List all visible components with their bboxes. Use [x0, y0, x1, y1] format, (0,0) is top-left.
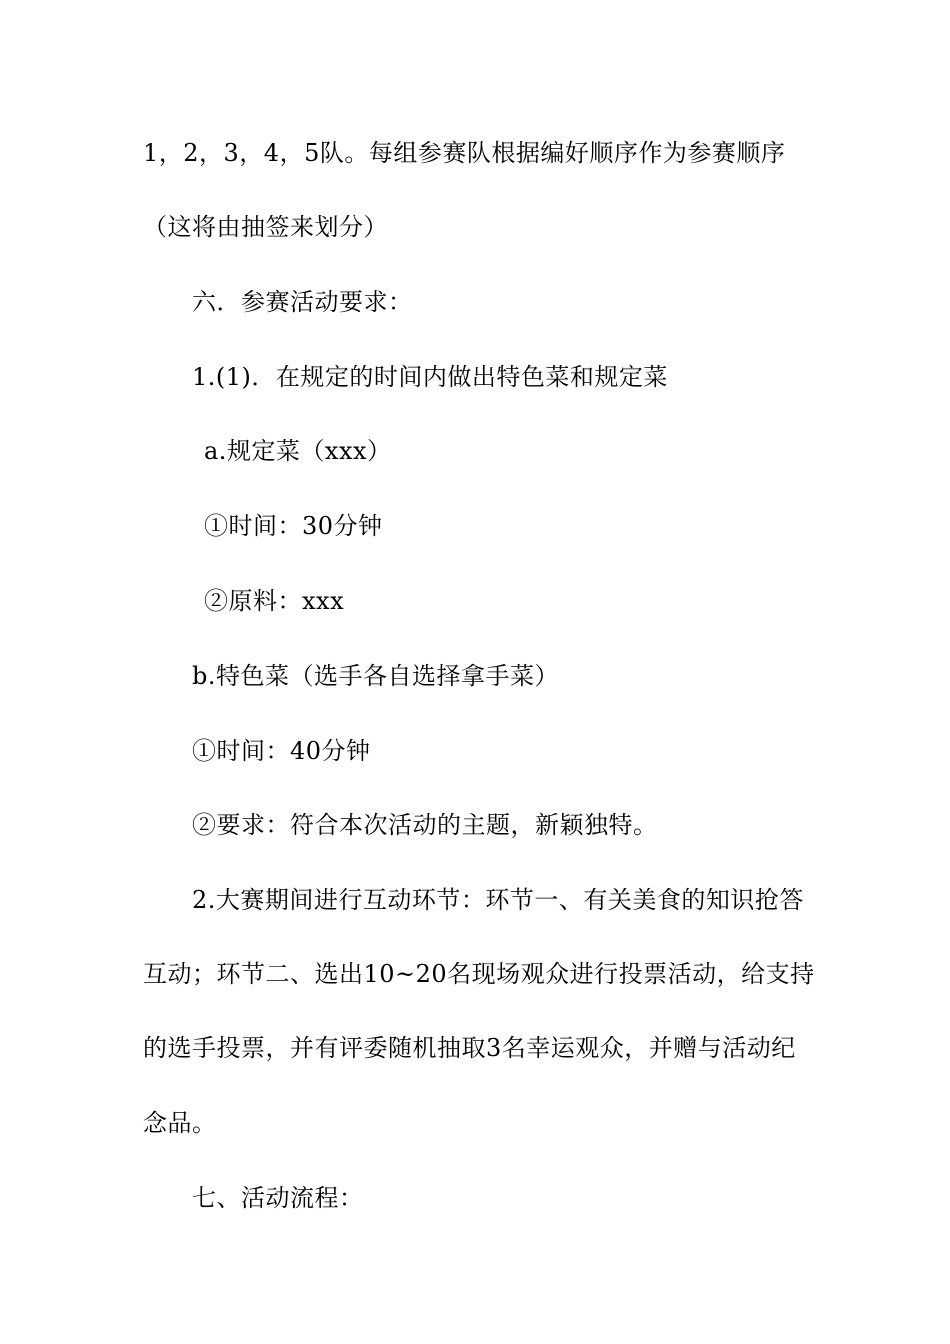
requirement-item-2-line-1: 2.大赛期间进行互动环节：环节一、有关美食的知识抢答	[192, 886, 804, 914]
subitem-signature-dish: b.特色菜（选手各自选择拿手菜）	[192, 662, 559, 690]
signature-dish-requirement: ②要求：符合本次活动的主题，新颖独特。	[192, 811, 658, 839]
paragraph-team-order-line: 1，2，3，4，5队。每组参赛队根据编好顺序作为参赛顺序	[143, 139, 786, 167]
fixed-dish-time: ①时间：30分钟	[204, 512, 383, 540]
requirement-item-2-line-2: 互动；环节二、选出10~20名现场观众进行投票活动，给支持	[143, 960, 815, 988]
paragraph-team-order-note: （这将由抽签来划分）	[143, 213, 388, 241]
subitem-fixed-dish: a.规定菜（xxx）	[204, 437, 392, 465]
fixed-dish-ingredients: ②原料：xxx	[204, 587, 345, 615]
signature-dish-time: ①时间：40分钟	[192, 737, 371, 765]
section-heading-requirements: 六．参赛活动要求：	[192, 288, 413, 316]
requirement-item-1: 1.(1)．在规定的时间内做出特色菜和规定菜	[192, 363, 668, 391]
section-heading-process: 七、活动流程：	[192, 1184, 364, 1212]
requirement-item-2-line-3: 的选手投票，并有评委随机抽取3名幸运观众，并赠与活动纪	[143, 1034, 796, 1062]
requirement-item-2-line-4: 念品。	[143, 1109, 217, 1137]
